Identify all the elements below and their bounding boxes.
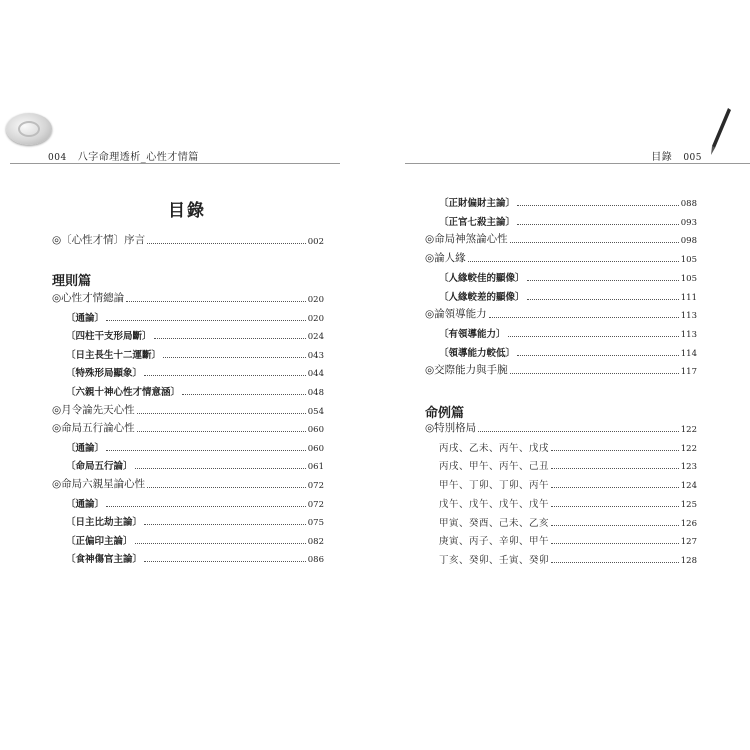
toc-entry-label: 〔領導能力較低〕: [439, 347, 516, 359]
toc-entry[interactable]: [425, 362, 697, 377]
toc-entry-label: 〔命局五行論〕: [66, 461, 133, 473]
toc-entry[interactable]: [439, 194, 697, 209]
toc-entry[interactable]: [439, 476, 697, 491]
toc-entry-label: ◎心性才情總論: [52, 292, 125, 304]
toc-entry[interactable]: [66, 346, 324, 361]
toc-page-number: 113: [680, 329, 697, 340]
toc-page-number: 111: [680, 292, 697, 303]
toc-entry-label: 〔正財偏財主論〕: [439, 198, 516, 209]
toc-leader-dots: [137, 413, 306, 414]
toc-entry-label: 丁亥、癸卯、壬寅、癸卯: [439, 554, 550, 566]
toc-entry-label: 〔通論〕: [66, 498, 105, 510]
toc-leader-dots: [154, 338, 306, 339]
toc-leader-dots: [468, 261, 679, 262]
toc-entry-label: 丙戌、乙未、丙午、戊戌: [439, 442, 550, 454]
toc-entry-label: 〔通論〕: [66, 442, 105, 454]
toc-page-number: 061: [307, 462, 324, 473]
toc-leader-dots: [106, 506, 306, 507]
toc-entry-label: 〔人緣較差的顯像〕: [439, 291, 525, 303]
toc-leader-dots: [551, 525, 679, 526]
pen-icon: [708, 106, 732, 156]
toc-entry-label: 〔正官七殺主論〕: [439, 216, 516, 228]
toc-entry[interactable]: [66, 327, 324, 342]
toc-entry-label: ◎論領導能力: [425, 308, 487, 321]
toc-page-number: 105: [680, 273, 697, 284]
toc-entry-label: 庚寅、丙子、辛卯、甲午: [439, 536, 550, 548]
toc-page-number: 126: [680, 518, 697, 529]
toc-leader-dots: [551, 468, 679, 469]
toc-entry[interactable]: [439, 457, 697, 472]
toc-page-number: 054: [307, 406, 324, 417]
section-title-theory: 理則篇: [52, 274, 92, 289]
toc-entry[interactable]: [439, 551, 697, 566]
toc-leader-dots: [551, 450, 679, 451]
toc-entry[interactable]: [425, 306, 697, 321]
toc-page-number: 127: [680, 537, 697, 548]
toc-entry[interactable]: [425, 420, 697, 435]
toc-leader-dots: [163, 357, 306, 358]
toc-entry[interactable]: [66, 495, 324, 510]
toc-page-number: 122: [680, 443, 697, 454]
toc-entry[interactable]: [439, 213, 697, 228]
toc-entry[interactable]: [66, 439, 324, 454]
right-page-number: 005: [683, 153, 702, 163]
toc-entry-label: 〔四柱干支形局斷〕: [66, 331, 152, 343]
toc-entry[interactable]: [66, 513, 324, 528]
toc-leader-dots: [551, 487, 679, 488]
toc-entry[interactable]: [66, 457, 324, 472]
toc-entry[interactable]: [439, 439, 697, 454]
toc-page-number: 024: [307, 332, 324, 343]
toc-entry[interactable]: [439, 269, 697, 284]
toc-leader-dots: [489, 317, 679, 318]
toc-entry-label: 甲午、丁卯、丁卯、丙午: [439, 480, 550, 492]
toc-leader-dots: [135, 468, 306, 469]
toc-page-number: 048: [307, 388, 324, 398]
toc-entry-label: ◎論人緣: [425, 252, 466, 265]
toc-entry[interactable]: [439, 325, 697, 340]
toc-leader-dots: [144, 524, 306, 525]
toc-title: 目錄: [168, 201, 206, 221]
toc-leader-dots: [510, 373, 679, 374]
toc-entry-label: 〔有領導能力〕: [439, 328, 506, 340]
toc-leader-dots: [510, 242, 679, 243]
toc-page-number: 122: [680, 425, 697, 435]
toc-leader-dots: [106, 450, 306, 451]
toc-entry[interactable]: [66, 532, 324, 547]
left-page-number: 004: [48, 153, 67, 163]
toc-page-number: 082: [307, 536, 324, 547]
toc-entry-label: 〔食神傷官主論〕: [66, 554, 143, 566]
toc-page-number: 044: [307, 369, 324, 380]
toc-leader-dots: [144, 375, 306, 376]
toc-entry[interactable]: [425, 231, 697, 246]
toc-entry-label: ◎命局六親星論心性: [52, 478, 146, 490]
toc-leader-dots: [551, 562, 679, 563]
toc-leader-dots: [517, 205, 679, 206]
toc-page-number: 113: [680, 311, 697, 322]
toc-entry[interactable]: [52, 476, 324, 491]
toc-leader-dots: [126, 301, 306, 302]
toc-leader-dots: [135, 543, 306, 544]
toc-page-number: 105: [680, 255, 697, 266]
toc-entry[interactable]: [66, 550, 324, 565]
toc-page-number: 075: [307, 518, 324, 529]
toc-entry[interactable]: [425, 250, 697, 265]
toc-page-number: 088: [680, 199, 697, 209]
toc-page-number: 072: [307, 481, 324, 491]
toc-leader-dots: [551, 543, 679, 544]
toc-page-number: 020: [307, 295, 324, 305]
toc-leader-dots: [527, 299, 679, 300]
toc-entry[interactable]: [52, 420, 324, 435]
toc-leader-dots: [527, 280, 679, 281]
toc-page-number: 128: [680, 555, 697, 566]
book-title: 八字命理透析_心性才情篇: [77, 152, 199, 163]
toc-entry-label: 〔日主比劫主論〕: [66, 517, 143, 529]
toc-page-number: 124: [680, 481, 697, 492]
toc-entry-label: 戊午、戊午、戊午、戊午: [439, 498, 550, 510]
toc-entry-label: 〔日主長生十二運斷〕: [66, 349, 162, 361]
toc-page-number: 086: [307, 555, 324, 566]
toc-entry[interactable]: [52, 290, 324, 305]
toc-entry-label: 〔通論〕: [66, 312, 105, 324]
toc-page-number: 123: [680, 462, 697, 473]
toc-page-number: 093: [680, 217, 697, 228]
toc-entry-label: ◎特別格局: [425, 422, 477, 434]
toc-leader-dots: [551, 506, 679, 507]
toc-entry[interactable]: [439, 344, 697, 359]
toc-entry-label: 〔人緣較佳的顯像〕: [439, 272, 525, 284]
toc-leader-dots: [478, 431, 679, 432]
toc-page-number: 114: [680, 348, 697, 359]
toc-entry[interactable]: [52, 402, 324, 417]
book-logo-icon: [6, 113, 52, 145]
toc-entry-label: 〔正偏印主論〕: [66, 535, 133, 547]
toc-leader-dots: [147, 487, 306, 488]
toc-page-number: 117: [680, 367, 697, 378]
toc-page-number: 125: [680, 499, 697, 510]
toc-entry[interactable]: [439, 532, 697, 547]
toc-entry-label: ◎交際能力與手腕: [425, 364, 508, 377]
left-page-header: [48, 148, 199, 163]
toc-leader-dots: [144, 561, 306, 562]
toc-entry[interactable]: [439, 288, 697, 303]
chapter-title: 目錄: [651, 152, 673, 163]
toc-leader-dots: [517, 355, 679, 356]
toc-entry-label: ◎命局神煞論心性: [425, 233, 508, 246]
toc-page-number: 043: [307, 350, 324, 361]
toc-entry[interactable]: [66, 309, 324, 324]
toc-entry[interactable]: [66, 383, 324, 398]
toc-leader-dots: [517, 224, 679, 225]
toc-leader-dots: [106, 320, 306, 321]
toc-entry[interactable]: [66, 364, 324, 379]
right-page-header: [651, 148, 702, 163]
left-header-rule: [10, 163, 340, 164]
toc-entry[interactable]: [439, 514, 697, 529]
toc-page-number: 060: [307, 425, 324, 436]
toc-entry-label: 〔六親十神心性才情意涵〕: [66, 387, 181, 398]
toc-page-number: 098: [680, 236, 697, 247]
toc-page-number: 060: [307, 443, 324, 454]
toc-leader-dots: [508, 336, 679, 337]
toc-entry-label: 丙戌、甲午、丙午、己丑: [439, 461, 550, 473]
toc-leader-dots: [137, 431, 306, 432]
toc-entry-label: ◎命局五行論心性: [52, 422, 135, 435]
right-header-rule: [405, 163, 750, 164]
toc-page-number: 020: [307, 313, 324, 324]
toc-page-number: 072: [307, 499, 324, 510]
toc-entry-label: 〔特殊形局顯象〕: [66, 368, 143, 380]
toc-entry-preface[interactable]: ◎〔心性才情〕序言 002: [52, 234, 324, 247]
section-title-cases: 命例篇: [425, 406, 465, 421]
toc-entry-label: ◎月令論先天心性: [52, 403, 135, 416]
toc-leader-dots: [182, 394, 306, 395]
toc-entry[interactable]: [439, 495, 697, 510]
toc-entry-label: 甲寅、癸酉、己未、乙亥: [439, 517, 550, 529]
